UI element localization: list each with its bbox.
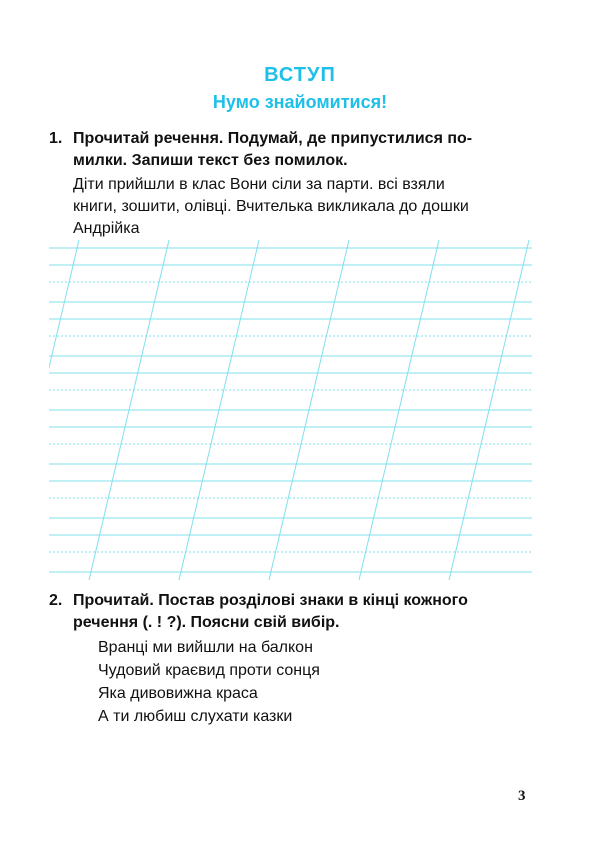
task-1-text [49, 174, 532, 240]
task-1-instruction-line-2: милки. Запиши текст без помилок. [73, 152, 348, 169]
page-number: 3 [518, 788, 526, 804]
task-1 [49, 128, 532, 240]
task-1-text-line-2: книги, зошити, олівці. Вчителька викликала до дошки [73, 198, 469, 215]
task-2-number: 2. [49, 592, 63, 609]
task-2 [49, 590, 532, 634]
task-1-text-line-1: Діти прийшли в клас Вони сіли за парти. всі взяли [73, 176, 445, 193]
task-2-instruction [49, 590, 532, 634]
grid-horizontal-lines [49, 248, 532, 572]
task-1-text-line-3: Андрійка [73, 220, 140, 237]
sentence-4: А ти любиш слухати казки [98, 708, 293, 725]
task-2-instruction-line-1: Прочитай. Постав розділові знаки в кінці кожного [73, 592, 468, 609]
section-subtitle: Нумо знайомитися! [212, 92, 388, 112]
task-1-instruction [49, 128, 532, 172]
section-title: ВСТУП [264, 64, 336, 86]
task-1-number: 1. [49, 130, 63, 147]
sentence-list [98, 636, 320, 728]
task-2-instruction-line-2: речення (. ! ?). Поясни свій вибір. [73, 614, 340, 631]
writing-grid[interactable] [49, 240, 532, 580]
task-1-instruction-line-1: Прочитай речення. Подумай, де припустилися по- [73, 130, 473, 147]
sentence-3: Яка дивовижна краса [98, 685, 258, 702]
sentence-1: Вранці ми вийшли на балкон [98, 639, 313, 656]
sentence-2: Чудовий краєвид проти сонця [98, 662, 320, 679]
